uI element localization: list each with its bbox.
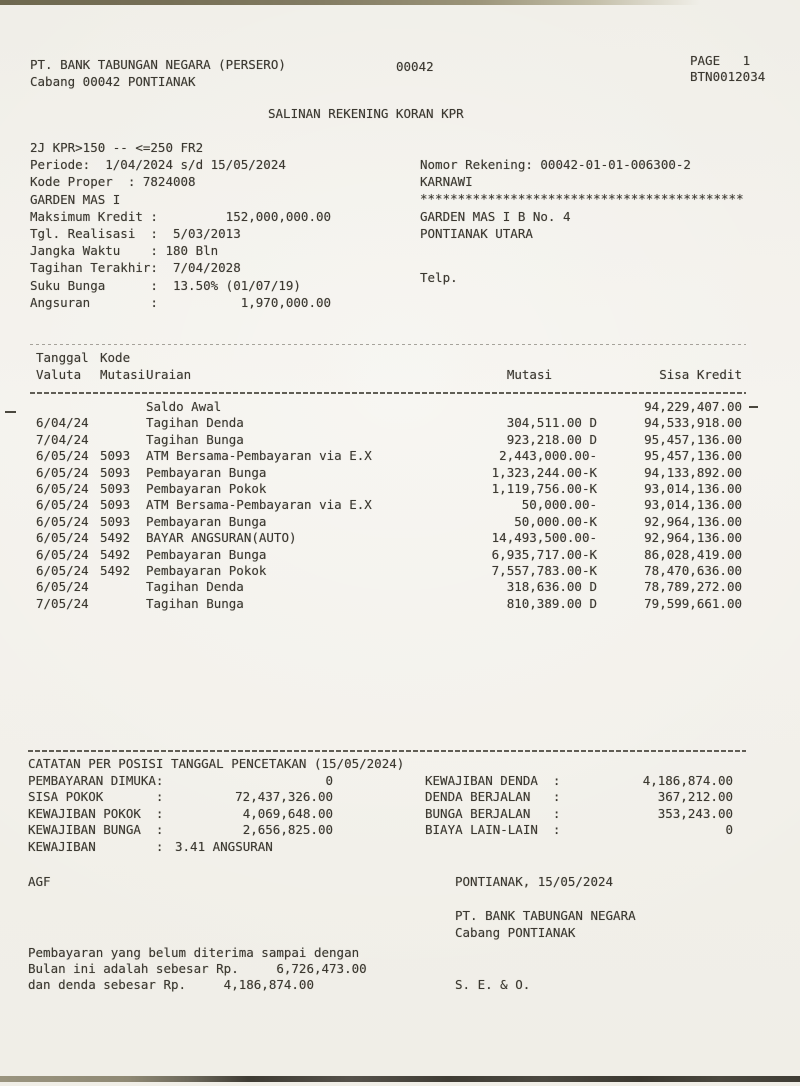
loan-info-line: Tgl. Realisasi : 5/03/2013 bbox=[30, 225, 241, 241]
note-line: dan denda sebesar Rp. 4,186,874.00 bbox=[28, 977, 314, 992]
transaction-uraian: BAYAR ANGSURAN(AUTO) bbox=[146, 530, 297, 546]
transaction-uraian: ATM Bersama-Pembayaran via E.X bbox=[146, 448, 372, 464]
document-title: SALINAN REKENING KORAN KPR bbox=[268, 106, 464, 121]
transaction-mutasi: 2,443,000.00- bbox=[499, 448, 597, 464]
transaction-row bbox=[32, 465, 745, 481]
transaction-mutasi bbox=[442, 399, 600, 415]
transactions-header-row2 bbox=[32, 366, 745, 383]
transaction-sisa-kredit: 78,789,272.00 bbox=[644, 579, 742, 595]
note-line: Pembayaran yang belum diterima sampai dengan bbox=[28, 945, 360, 960]
catatan-label: KEWAJIBAN BUNGA : bbox=[28, 822, 164, 838]
transaction-tanggal: 6/05/24 bbox=[36, 497, 89, 513]
catatan-value: 0 bbox=[325, 773, 333, 788]
catatan-label: PEMBAYARAN DIMUKA: bbox=[28, 773, 164, 788]
transaction-uraian: Tagihan Denda bbox=[146, 415, 244, 431]
transaction-mutasi: 14,493,500.00- bbox=[491, 530, 597, 546]
transaction-uraian: Tagihan Bunga bbox=[146, 431, 244, 447]
city-date: PONTIANAK, 15/05/2024 bbox=[455, 874, 614, 889]
catatan-label: DENDA BERJALAN : bbox=[425, 789, 561, 805]
catatan-value: 353,243.00 bbox=[657, 805, 733, 821]
transaction-tanggal: 6/05/24 bbox=[36, 530, 89, 546]
transaction-kode: 5093 bbox=[100, 497, 131, 513]
transaction-sisa-kredit: 94,533,918.00 bbox=[644, 415, 742, 431]
transaction-uraian: Pembayaran Bunga bbox=[146, 513, 267, 529]
transaction-kode bbox=[100, 415, 146, 431]
account-number-line: Nomor Rekening: 00042-01-01-006300-2 bbox=[420, 157, 691, 172]
catatan-row bbox=[28, 806, 333, 822]
loan-info-line: Tagihan Terakhir: 7/04/2028 bbox=[30, 260, 241, 276]
transaction-mutasi: 50,000.00- bbox=[521, 497, 597, 513]
transaction-row bbox=[32, 481, 745, 497]
transaction-tanggal: 6/04/24 bbox=[36, 415, 89, 431]
col-header-uraian: Uraian bbox=[146, 367, 192, 382]
transaction-mutasi: 6,935,717.00-K bbox=[491, 546, 597, 562]
catatan-rule bbox=[28, 750, 746, 752]
transaction-sisa-kredit: 94,133,892.00 bbox=[644, 464, 742, 480]
loan-info-line: Suku Bunga : 13.50% (01/07/19) bbox=[30, 277, 301, 293]
catatan-left-block bbox=[28, 773, 333, 855]
signature-branch: Cabang PONTIANAK bbox=[455, 925, 576, 940]
transaction-row bbox=[32, 497, 745, 513]
catatan-label: KEWAJIBAN : bbox=[28, 838, 164, 854]
transaction-tanggal: 7/05/24 bbox=[36, 595, 89, 611]
transaction-tanggal: 6/05/24 bbox=[36, 579, 89, 595]
transactions-header-row1 bbox=[32, 349, 745, 366]
transaction-tanggal bbox=[32, 399, 100, 415]
transaction-row bbox=[32, 399, 745, 415]
catatan-label: KEWAJIBAN DENDA : bbox=[425, 773, 561, 788]
transaction-mutasi: 318,636.00 D bbox=[506, 579, 597, 595]
catatan-label: KEWAJIBAN POKOK : bbox=[28, 805, 164, 821]
account-info-block bbox=[420, 156, 744, 242]
transaction-row bbox=[32, 432, 745, 448]
catatan-value: 0 bbox=[725, 822, 733, 838]
loan-info-line: Periode: 1/04/2024 s/d 15/05/2024 bbox=[30, 157, 286, 173]
scan-edge-bottom bbox=[0, 1076, 800, 1082]
signature-bank: PT. BANK TABUNGAN NEGARA bbox=[455, 908, 636, 923]
transaction-mutasi: 50,000.00-K bbox=[514, 513, 597, 529]
col-header-mutasi-kode: Mutasi bbox=[100, 367, 146, 382]
transaction-sisa-kredit: 93,014,136.00 bbox=[644, 497, 742, 513]
loan-info-block bbox=[30, 139, 331, 311]
branch-code: 00042 bbox=[396, 59, 434, 74]
scan-edge-top bbox=[0, 0, 700, 5]
catatan-value: 2,656,825.00 bbox=[242, 822, 333, 838]
transaction-mutasi: 1,119,756.00-K bbox=[491, 480, 597, 496]
catatan-title: CATATAN PER POSISI TANGGAL PENCETAKAN (15/05/2024) bbox=[28, 756, 405, 771]
catatan-value: 3.41 ANGSURAN bbox=[175, 838, 273, 854]
transaction-sisa-kredit: 95,457,136.00 bbox=[644, 431, 742, 447]
page-number: PAGE 1 bbox=[690, 53, 751, 68]
catatan-value: 4,069,648.00 bbox=[242, 805, 333, 821]
transaction-kode: 5093 bbox=[100, 448, 131, 464]
loan-info-line: Jangka Waktu : 180 Bln bbox=[30, 243, 219, 259]
transaction-uraian: Pembayaran Pokok bbox=[146, 562, 267, 578]
loan-info-line: 2J KPR>150 -- <=250 FR2 bbox=[30, 140, 204, 155]
branch-line: Cabang 00042 PONTIANAK bbox=[30, 74, 196, 89]
transaction-kode bbox=[100, 399, 146, 415]
catatan-value: 4,186,874.00 bbox=[642, 773, 733, 788]
transaction-kode: 5492 bbox=[100, 562, 131, 578]
col-header-sisa-kredit: Sisa Kredit bbox=[659, 367, 742, 382]
loan-info-line: Maksimum Kredit : 152,000,000.00 bbox=[30, 208, 332, 224]
transaction-tanggal: 7/04/24 bbox=[36, 431, 89, 447]
telp-label: Telp. bbox=[420, 270, 458, 285]
asterisk-line: ******************************************* bbox=[420, 191, 744, 207]
transaction-sisa-kredit: 95,457,136.00 bbox=[644, 448, 742, 464]
scan-mark-right bbox=[749, 406, 758, 408]
catatan-label: SISA POKOK : bbox=[28, 789, 164, 805]
transaction-row bbox=[32, 579, 745, 595]
loan-info-line: GARDEN MAS I bbox=[30, 191, 121, 207]
transaction-uraian: Pembayaran Pokok bbox=[146, 480, 267, 496]
col-header-kode: Kode bbox=[100, 350, 131, 365]
transaction-row bbox=[32, 448, 745, 464]
bank-name: PT. BANK TABUNGAN NEGARA (PERSERO) bbox=[30, 57, 286, 72]
transaction-tanggal: 6/05/24 bbox=[36, 464, 89, 480]
transaction-sisa-kredit: 93,014,136.00 bbox=[644, 480, 742, 496]
address-line: PONTIANAK UTARA bbox=[420, 225, 533, 241]
transaction-sisa-kredit: 92,964,136.00 bbox=[644, 530, 742, 546]
scan-mark-left bbox=[5, 411, 16, 413]
transaction-uraian: Tagihan Bunga bbox=[146, 595, 244, 611]
transaction-kode: 5492 bbox=[100, 530, 131, 546]
loan-info-line: Angsuran : 1,970,000.00 bbox=[30, 294, 332, 310]
catatan-label: BUNGA BERJALAN : bbox=[425, 805, 561, 821]
transaction-sisa-kredit: 94,229,407.00 bbox=[644, 399, 742, 414]
catatan-row bbox=[425, 789, 733, 805]
col-header-valuta: Valuta bbox=[36, 367, 82, 382]
transaction-uraian: Tagihan Denda bbox=[146, 579, 244, 595]
transaction-uraian: Pembayaran Bunga bbox=[146, 464, 267, 480]
transaction-tanggal: 6/05/24 bbox=[36, 480, 89, 496]
transaction-uraian: Pembayaran Bunga bbox=[146, 546, 267, 562]
transaction-mutasi: 810,389.00 D bbox=[506, 595, 597, 611]
agf-label: AGF bbox=[28, 874, 51, 889]
catatan-value: 367,212.00 bbox=[657, 789, 733, 805]
transaction-sisa-kredit: 78,470,636.00 bbox=[644, 562, 742, 578]
catatan-right-block bbox=[425, 773, 733, 839]
transaction-kode: 5093 bbox=[100, 513, 131, 529]
transaction-kode bbox=[100, 579, 146, 595]
transaction-uraian: Saldo Awal bbox=[146, 399, 222, 414]
catatan-row bbox=[28, 822, 333, 838]
seo-label: S. E. & O. bbox=[455, 977, 531, 992]
catatan-row bbox=[425, 822, 733, 838]
catatan-row bbox=[425, 773, 733, 789]
col-header-tanggal: Tanggal bbox=[36, 350, 89, 365]
transactions-body bbox=[32, 399, 745, 612]
table-header-rule bbox=[30, 392, 746, 394]
transaction-sisa-kredit: 79,599,661.00 bbox=[644, 595, 742, 611]
transaction-tanggal: 6/05/24 bbox=[36, 546, 89, 562]
address-line: GARDEN MAS I B No. 4 bbox=[420, 208, 571, 224]
transaction-row bbox=[32, 514, 745, 530]
transaction-kode bbox=[100, 432, 146, 448]
transaction-mutasi: 7,557,783.00-K bbox=[491, 562, 597, 578]
transaction-kode: 5093 bbox=[100, 480, 131, 496]
transaction-kode: 5492 bbox=[100, 546, 131, 562]
report-code: BTN0012034 bbox=[690, 69, 766, 84]
account-holder-name: KARNAWI bbox=[420, 174, 473, 190]
transaction-sisa-kredit: 92,964,136.00 bbox=[644, 513, 742, 529]
transaction-mutasi: 304,511.00 D bbox=[506, 415, 597, 431]
catatan-row bbox=[28, 839, 333, 855]
transaction-tanggal: 6/05/24 bbox=[36, 448, 89, 464]
transaction-row bbox=[32, 530, 745, 546]
transaction-row bbox=[32, 563, 745, 579]
catatan-value: 72,437,326.00 bbox=[235, 789, 333, 805]
transaction-mutasi: 1,323,244.00-K bbox=[491, 464, 597, 480]
transaction-tanggal: 6/05/24 bbox=[36, 513, 89, 529]
transaction-row bbox=[32, 596, 745, 612]
loan-info-line: Kode Proper : 7824008 bbox=[30, 174, 196, 190]
transaction-mutasi: 923,218.00 D bbox=[506, 431, 597, 447]
catatan-label: BIAYA LAIN-LAIN : bbox=[425, 822, 561, 838]
transaction-sisa-kredit: 86,028,419.00 bbox=[644, 546, 742, 562]
catatan-row bbox=[28, 773, 333, 789]
note-line: Bulan ini adalah sebesar Rp. 6,726,473.00 bbox=[28, 961, 367, 976]
catatan-row bbox=[425, 806, 733, 822]
catatan-row bbox=[28, 789, 333, 805]
table-top-rule bbox=[30, 344, 746, 345]
transaction-row bbox=[32, 415, 745, 431]
transaction-tanggal: 6/05/24 bbox=[36, 562, 89, 578]
transaction-uraian: ATM Bersama-Pembayaran via E.X bbox=[146, 497, 372, 513]
transaction-kode bbox=[100, 596, 146, 612]
transaction-kode: 5093 bbox=[100, 464, 131, 480]
transaction-row bbox=[32, 547, 745, 563]
col-header-mutasi: Mutasi bbox=[506, 367, 552, 382]
